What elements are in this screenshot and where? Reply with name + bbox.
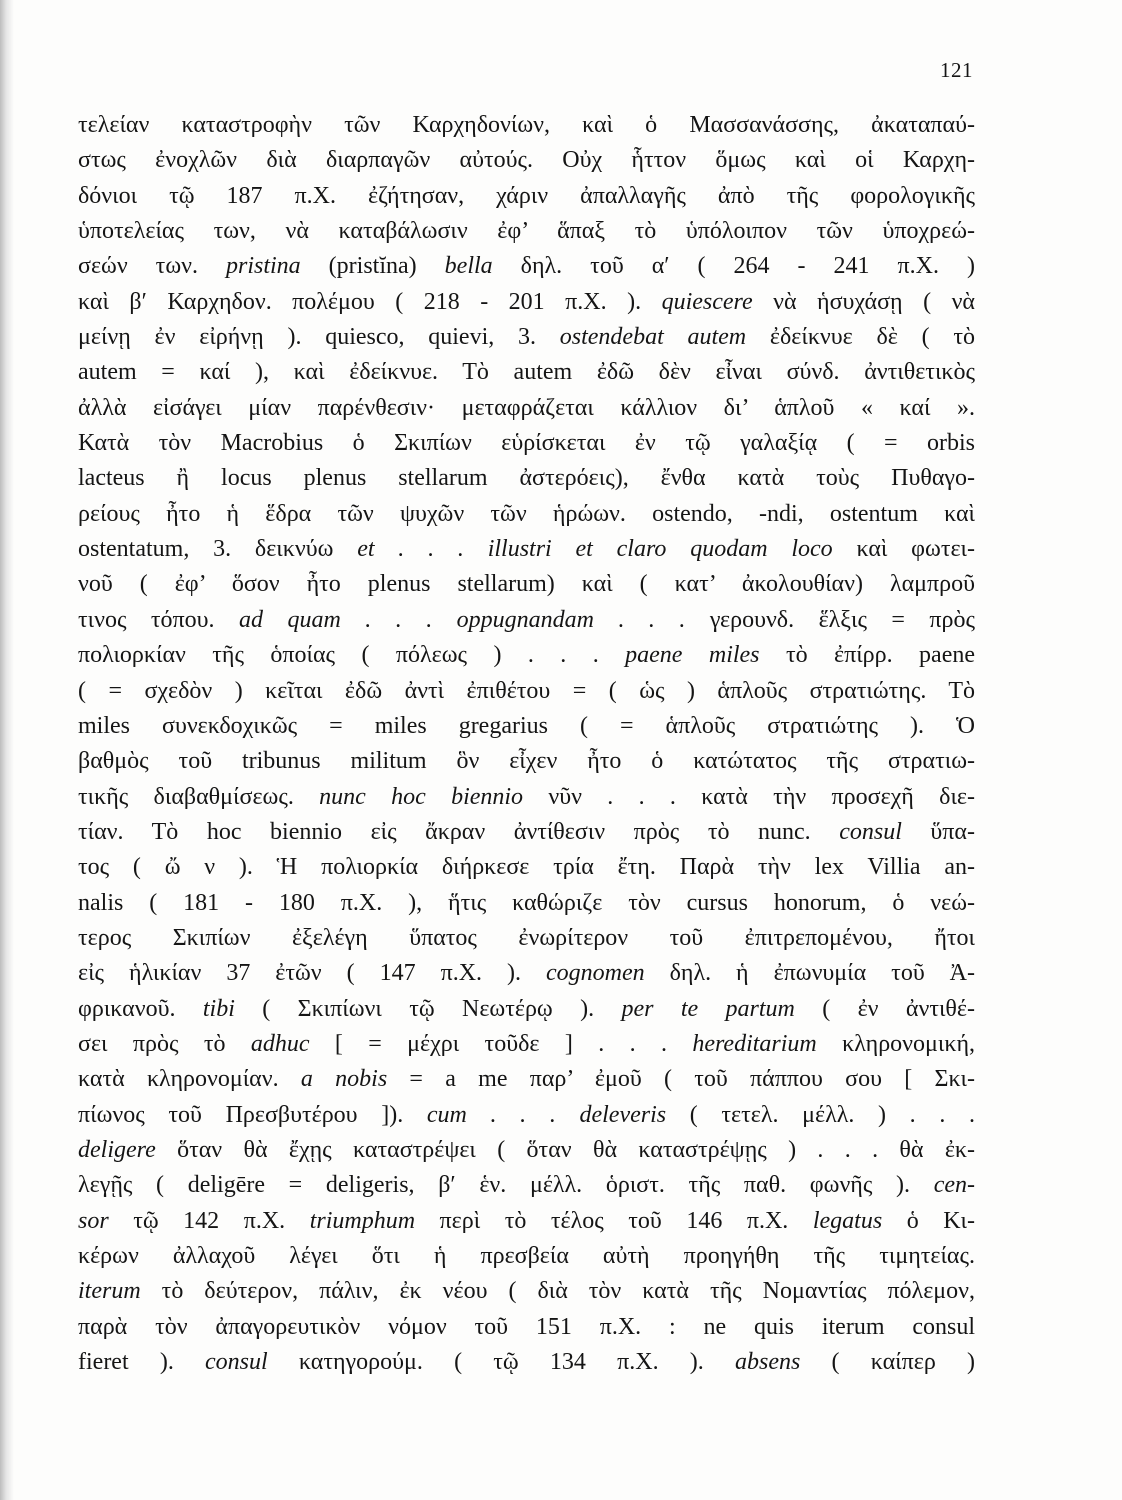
latin-lemma: nunc hoc biennio — [319, 783, 524, 810]
text-segment: τικῆς διαβαθμίσεως. — [78, 783, 320, 810]
text-line — [78, 497, 975, 532]
latin-lemma: ad quam . . . oppugnandam . . . — [239, 606, 686, 633]
text-segment: φρικανοῦ. — [78, 995, 203, 1022]
text-segment: γερουνδ. ἕλξις = πρὸς — [685, 606, 975, 633]
text-segment: δόνιοι τῷ 187 π.Χ. ἐζήτησαν, χάριν ἀπαλλαγῆς ἀπὸ τῆς φορολογικῆς — [78, 182, 975, 209]
text-line — [78, 320, 975, 355]
latin-lemma: ostendebat autem — [559, 324, 747, 351]
text-line — [78, 355, 975, 390]
text-line — [78, 1345, 975, 1380]
text-line — [78, 179, 975, 214]
text-segment: ὁ Κι- — [882, 1207, 976, 1234]
latin-lemma: absens — [734, 1349, 801, 1376]
text-segment: ρείους ἦτο ἡ ἕδρα τῶν ψυχῶν τῶν ἡρώων. ostendo, -ndi, ostentum καὶ — [78, 500, 975, 527]
text-segment: fieret ). — [78, 1349, 206, 1376]
latin-lemma: sor — [78, 1207, 109, 1234]
text-line — [78, 921, 975, 956]
text-line — [78, 709, 975, 744]
text-line — [78, 567, 975, 602]
text-line — [78, 214, 975, 249]
latin-lemma: cognomen — [545, 960, 645, 987]
text-line — [78, 426, 975, 461]
text-segment: περὶ τὸ τέλος τοῦ 146 π.Χ. — [415, 1207, 813, 1234]
text-segment: νὰ ἡσυχάσῃ ( νὰ — [752, 288, 975, 315]
text-segment: = a me παρ’ ἐμοῦ ( τοῦ πάππου σου [ Σκι- — [387, 1066, 975, 1093]
text-line — [78, 1062, 975, 1097]
latin-lemma: bella — [444, 253, 493, 280]
text-segment: autem = καί ), καὶ ἐδείκνυε. Τὸ autem ἐδῶ δὲν εἶναι σύνδ. ἀντιθετικὸς — [78, 359, 975, 386]
text-line — [78, 886, 975, 921]
text-segment: τινος τόπου. — [78, 606, 240, 633]
latin-lemma: consul — [839, 818, 902, 845]
text-segment: ὅταν θὰ ἔχῃς καταστρέψει ( ὅταν θὰ καταστρέψῃς ) . . . θὰ ἐκ- — [155, 1136, 975, 1163]
text-line — [78, 1310, 975, 1345]
latin-lemma: consul — [205, 1349, 268, 1376]
text-line — [78, 1274, 975, 1309]
text-line — [78, 603, 975, 638]
latin-lemma: tibi — [202, 995, 235, 1022]
text-line — [78, 285, 975, 320]
text-segment: ( Σκιπίωνι τῷ Νεωτέρῳ ). — [234, 995, 622, 1022]
text-segment: λεγῇς ( deligēre = deligeris, β′ ἑν. μέλλ. ὁριστ. τῆς παθ. φωνῆς ). — [78, 1172, 934, 1199]
text-line — [78, 1239, 975, 1274]
text-line — [78, 1098, 975, 1133]
text-line — [78, 956, 975, 991]
text-segment: nalis ( 181 - 180 π.Χ. ), ἥτις καθώριζε τὸν cursus honorum, ὁ νεώ- — [78, 889, 975, 916]
text-line — [78, 461, 975, 496]
text-line — [78, 1133, 975, 1168]
latin-lemma: legatus — [812, 1207, 883, 1234]
text-line — [78, 850, 975, 885]
text-segment: νῦν . . . κατὰ τὴν προσεχῆ διε- — [523, 783, 975, 810]
text-segment: τὸ ἐπίρρ. paene — [759, 642, 976, 669]
text-segment: τὸ δεύτερον, πάλιν, ἐκ νέου ( διὰ τὸν κατὰ τῆς Νομαντίας πόλεμον, — [140, 1278, 975, 1305]
text-segment: [ = μέχρι τοῦδε ] . . . — [309, 1030, 693, 1057]
text-line — [78, 391, 975, 426]
latin-lemma: hereditarium — [692, 1030, 817, 1057]
text-segment: ( καίπερ ) — [800, 1349, 976, 1376]
text-segment: ὑποτελείας των, νὰ καταβάλωσιν ἐφ’ ἅπαξ τὸ ὑπόλοιπον τῶν ὑποχρεώ- — [78, 218, 975, 245]
latin-lemma: et . . . illustri et claro quodam loco — [357, 536, 833, 563]
text-line — [78, 249, 975, 284]
text-line — [78, 1027, 975, 1062]
text-segment: σει πρὸς τὸ — [78, 1030, 251, 1057]
page-number: 121 — [940, 58, 973, 82]
text-line — [78, 744, 975, 779]
latin-lemma: deligere — [78, 1136, 156, 1163]
text-line — [78, 1204, 975, 1239]
text-segment: ( τετελ. μέλλ. ) . . . — [666, 1101, 975, 1128]
text-segment: κέρων ἀλλαχοῦ λέγει ὅτι ἡ πρεσβεία αὐτὴ προηγήθη τῆς τιμητείας. — [78, 1243, 975, 1269]
text-line — [78, 780, 975, 815]
text-segment: πίωνος τοῦ Πρεσβυτέρου ]). — [78, 1101, 427, 1128]
text-line — [78, 108, 975, 143]
text-segment: Κατὰ τὸν Macrobius ὁ Σκιπίων εὑρίσκεται ἐν τῷ γαλαξίᾳ ( = orbis — [78, 430, 975, 457]
latin-lemma: cum . . . deleveris — [426, 1101, 667, 1128]
latin-lemma: iterum — [78, 1278, 141, 1305]
text-segment: ἐδείκνυε δὲ ( τὸ — [746, 324, 975, 351]
text-segment: miles συνεκδοχικῶς = miles gregarius ( = ἁπλοῦς στρατιώτης ). Ὁ — [78, 712, 975, 739]
text-line — [78, 532, 975, 567]
text-segment: εἰς ἡλικίαν 37 ἐτῶν ( 147 π.Χ. ). — [78, 960, 546, 987]
text-segment: (pristĭna) — [300, 253, 445, 280]
text-line — [78, 143, 975, 178]
latin-lemma: pristina — [225, 253, 301, 280]
text-segment: καὶ β′ Καρχηδον. πολέμου ( 218 - 201 π.Χ. ). — [78, 288, 662, 315]
text-segment: ὕπα- — [901, 818, 975, 845]
latin-lemma: per te partum — [621, 995, 795, 1022]
text-segment: τελείαν καταστροφὴν τῶν Καρχηδονίων, καὶ ὁ Μασσανάσσης, ἀκαταπαύ- — [78, 112, 975, 138]
scan-edge-shadow — [0, 0, 14, 1500]
text-line — [78, 815, 975, 850]
text-segment: σεών των. — [78, 253, 226, 280]
latin-lemma: a nobis — [300, 1066, 388, 1093]
text-segment: ἀλλὰ εἰσάγει μίαν παρένθεσιν· μεταφράζεται κάλλιον δι’ ἁπλοῦ « καί ». — [78, 394, 975, 421]
text-line — [78, 638, 975, 673]
text-segment: στως ἐνοχλῶν διὰ διαρπαγῶν αὐτούς. Οὐχ ἧττον ὅμως καὶ οἱ Καρχη- — [78, 147, 975, 174]
text-segment: τερος Σκιπίων ἐξελέγη ὕπατος ἐνωρίτερον τοῦ ἐπιτρεπομένου, ἤτοι — [78, 924, 975, 951]
text-segment: τῷ 142 π.Χ. — [108, 1207, 310, 1234]
text-segment: κατὰ κληρονομίαν. — [78, 1066, 301, 1093]
text-segment: κληρονομική, — [816, 1030, 976, 1057]
text-line — [78, 674, 975, 709]
text-segment: βαθμὸς τοῦ tribunus militum ὃν εἶχεν ἦτο ὁ κατώτατος τῆς στρατιω- — [78, 748, 975, 775]
text-line — [78, 992, 975, 1027]
commentary-text — [78, 108, 975, 1380]
latin-lemma: paene miles — [625, 642, 760, 669]
text-segment: κατηγορούμ. ( τῷ 134 π.Χ. ). — [267, 1349, 735, 1376]
latin-lemma: adhuc — [250, 1030, 310, 1057]
text-line — [78, 1168, 975, 1203]
text-segment: πολιορκίαν τῆς ὁποίας ( πόλεως ) . . . — [78, 642, 626, 669]
text-segment: lacteus ἢ locus plenus stellarum ἀστερόεις), ἔνθα κατὰ τοὺς Πυθαγο- — [78, 465, 975, 492]
text-segment: νοῦ ( ἐφ’ ὅσον ἦτο plenus stellarum) καὶ ( κατ’ ἀκολουθίαν) λαμπροῦ — [78, 571, 975, 598]
text-segment: ostentatum, 3. δεικνύω — [78, 536, 358, 563]
text-segment: καὶ φωτει- — [832, 536, 975, 563]
latin-lemma: triumphum — [309, 1207, 416, 1234]
latin-lemma: quiescere — [661, 288, 753, 315]
text-segment: παρὰ τὸν ἀπαγορευτικὸν νόμον τοῦ 151 π.Χ. : ne quis iterum consul — [78, 1313, 975, 1340]
text-segment: ( ἐν ἀντιθέ- — [794, 995, 975, 1022]
latin-lemma: cen- — [933, 1172, 975, 1199]
text-segment: δηλ. ἡ ἐπωνυμία τοῦ Ἀ- — [644, 960, 976, 987]
text-segment: ( = σχεδὸν ) κεῖται ἐδῶ ἀντὶ ἐπιθέτου = ( ὡς ) ἁπλοῦς στρατιώτης. Τὸ — [78, 677, 975, 704]
text-segment: τος ( ὤ ν ). Ἡ πολιορκία διήρκεσε τρία ἔτη. Παρὰ τὴν lex Villia an- — [78, 854, 975, 881]
text-segment: δηλ. τοῦ α′ ( 264 - 241 π.Χ. ) — [492, 253, 975, 280]
text-segment: τίαν. Τὸ hoc biennio εἰς ἄκραν ἀντίθεσιν πρὸς τὸ nunc. — [78, 818, 840, 845]
text-segment: μείνῃ ἐν εἰρήνῃ ). quiesco, quievi, 3. — [78, 324, 560, 351]
